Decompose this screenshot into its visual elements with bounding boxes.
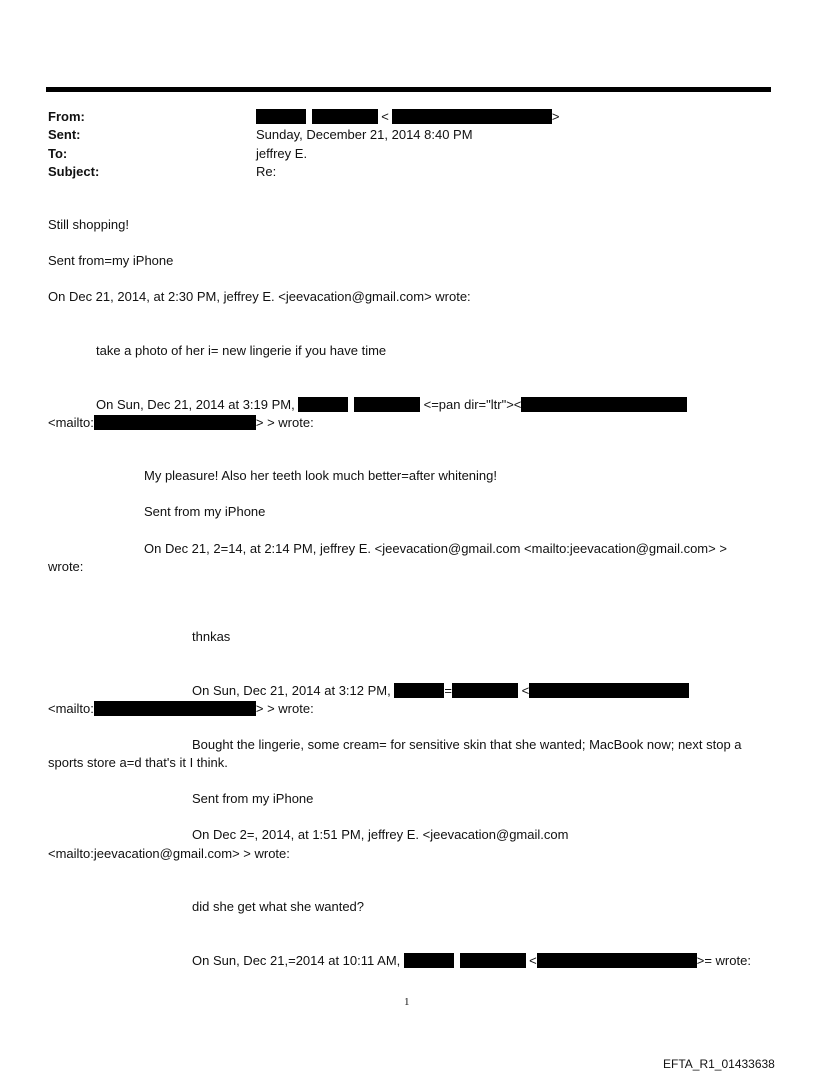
body-line: Sent from=my iPhone [48, 253, 174, 268]
subject-label: Subject: [48, 164, 100, 179]
redaction-box [460, 953, 526, 968]
body-line: Sent from my iPhone [144, 504, 266, 519]
redaction-box [392, 109, 552, 124]
redaction-box [537, 953, 697, 968]
from-lt: < [381, 109, 389, 124]
body-line: sports store a=d that's it I think. [48, 755, 228, 770]
sent-value: Sunday, December 21, 2014 8:40 PM [256, 127, 473, 142]
redaction-box [298, 397, 348, 412]
quote-header [48, 700, 314, 717]
quote-header-text: <mailto: [48, 415, 94, 430]
redaction-box [94, 701, 256, 716]
quote-header [192, 952, 751, 969]
from-label: From: [48, 109, 85, 124]
from-value [256, 108, 559, 125]
redaction-box [256, 109, 306, 124]
redaction-box [452, 683, 518, 698]
bates-number: EFTA_R1_01433638 [663, 1057, 775, 1071]
quote-header: wrote: [48, 559, 84, 574]
redaction-box [312, 109, 378, 124]
body-line: Sent from my iPhone [192, 791, 314, 806]
redaction-box [404, 953, 454, 968]
redaction-box [94, 415, 256, 430]
quote-header-text: On Sun, Dec 21, 2014 at 3:12 PM, [192, 683, 391, 698]
from-gt: > [551, 109, 560, 124]
to-label: To: [48, 146, 68, 161]
quote-header: On Dec 21, 2=14, at 2:14 PM, jeffrey E. <jeevacation@gmail.com <mailto:jeevacation@gmail.com> > [144, 541, 727, 556]
quote-header-text: On Sun, Dec 21, 2014 at 3:19 PM, [96, 397, 295, 412]
sent-label: Sent: [48, 127, 81, 142]
header-rule [46, 87, 771, 92]
quote-header: <mailto:jeevacation@gmail.com> > wrote: [48, 846, 290, 861]
redaction-box [521, 397, 687, 412]
subject-value: Re: [256, 164, 277, 179]
quote-header-text: <=pan dir="ltr">< [423, 397, 522, 412]
quote-header: On Dec 2=, 2014, at 1:51 PM, jeffrey E. <jeevacation@gmail.com [192, 827, 569, 842]
quote-header-text: < [529, 953, 537, 968]
body-line: thnkas [192, 629, 231, 644]
quote-header-text: < [521, 683, 530, 698]
redaction-box [529, 683, 689, 698]
quote-header-text: <mailto: [48, 701, 94, 716]
quote-header-text: > > wrote: [255, 701, 314, 716]
redaction-box [354, 397, 420, 412]
quote-header-text: >= wrote: [696, 953, 751, 968]
body-line: did she get what she wanted? [192, 899, 365, 914]
quote-header-text: > > wrote: [255, 415, 314, 430]
page-number: 1 [404, 996, 410, 1008]
body-line: Still shopping! [48, 217, 129, 232]
to-value: jeffrey E. [256, 146, 308, 161]
quote-header [48, 414, 314, 431]
body-line: take a photo of her i= new lingerie if you have time [96, 343, 387, 358]
body-line: Bought the lingerie, some cream= for sensitive skin that she wanted; MacBook now; next stop a [192, 737, 742, 752]
quote-header [96, 396, 687, 413]
quote-header: On Dec 21, 2014, at 2:30 PM, jeffrey E. <jeevacation@gmail.com> wrote: [48, 289, 471, 304]
quote-header-text: = [444, 683, 452, 698]
quote-header-text: On Sun, Dec 21,=2014 at 10:11 AM, [192, 953, 401, 968]
body-line: My pleasure! Also her teeth look much better=after whitening! [144, 468, 497, 483]
quote-header [192, 682, 689, 699]
redaction-box [394, 683, 444, 698]
